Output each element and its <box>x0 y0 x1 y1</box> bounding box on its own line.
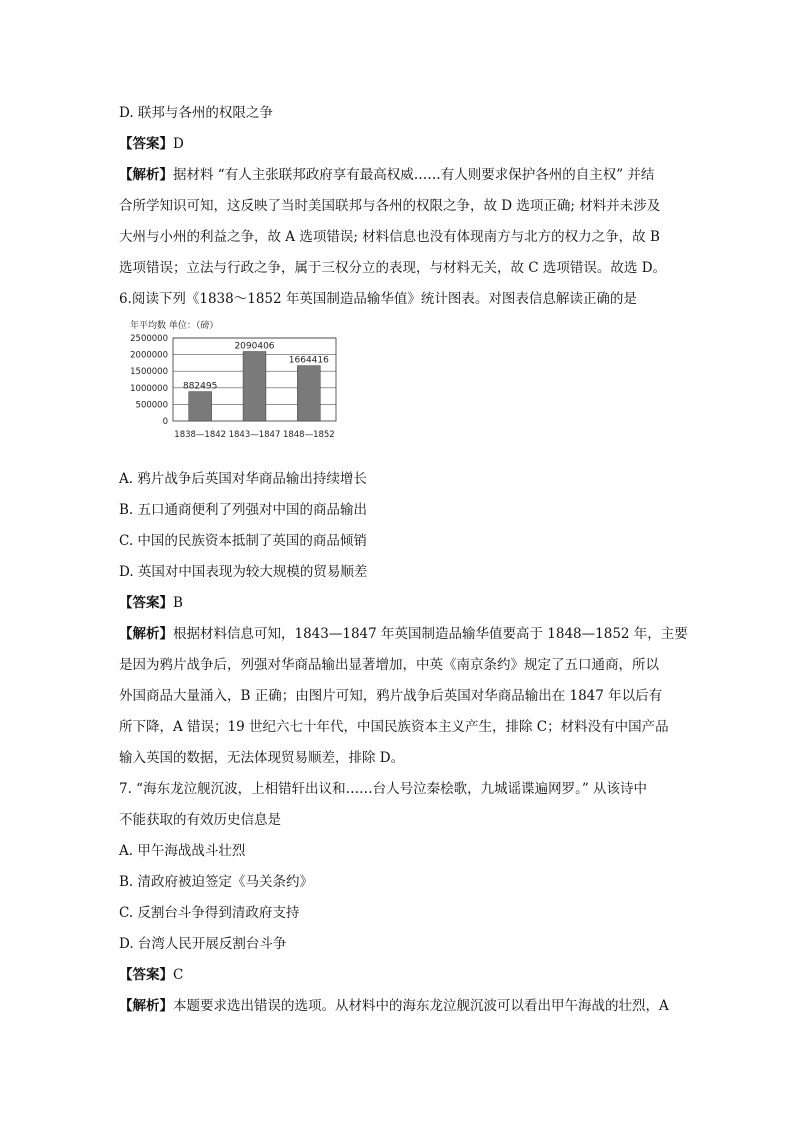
q7-option-c: C. 反割台斗争得到清政府支持 <box>119 905 300 921</box>
q6-option-d: D. 英国对中国表现为较大规模的贸易顺差 <box>119 564 368 580</box>
q6-analysis-line-5: 输入英国的数据，无法体现贸易顺差，排除 D。 <box>119 750 405 766</box>
q6-stem: 6.阅读下列《1838～1852 年英国制造品输华值》统计图表。对图表信息解读正确的是 <box>119 291 637 307</box>
answer-value: D <box>173 136 184 152</box>
q6-analysis-line-4: 所下降，A 错误；19 世纪六七十年代，中国民族资本主义产生，排除 C；材料没有中国产品 <box>119 719 669 735</box>
answer-label: 【答案】 <box>119 967 173 983</box>
q7-stem-line-2: 不能获取的有效历史信息是 <box>119 812 281 828</box>
answer-value: B <box>173 595 183 611</box>
analysis-label: 【解析】 <box>119 167 173 183</box>
answer-label: 【答案】 <box>119 595 173 611</box>
analysis-text: 本题要求选出错误的选项。从材料中的海东龙泣舰沉波可以看出甲午海战的壮烈，A <box>173 998 669 1014</box>
q7-option-d: D. 台湾人民开展反割台斗争 <box>119 936 287 952</box>
y-tick-label: 500000 <box>135 400 168 411</box>
data-label: 882495 <box>182 381 218 392</box>
analysis-text: 根据材料信息可知，1843—1847 年英国制造品输华值要高于 1848—1852 年，主要 <box>173 626 688 642</box>
x-tick-label: 1838—1842 <box>174 430 227 440</box>
q6-option-b: B. 五口通商便利了列强对中国的商品输出 <box>119 502 368 518</box>
q6-option-c: C. 中国的民族资本抵制了英国的商品倾销 <box>119 533 367 549</box>
chart-plot-area <box>130 334 336 440</box>
x-tick-label: 1848—1852 <box>282 430 335 440</box>
bar <box>189 392 212 421</box>
q6-analysis-line-2: 是因为鸦片战争后，列强对华商品输出显著增加，中英《南京条约》规定了五口通商，所以 <box>119 657 659 673</box>
analysis-label: 【解析】 <box>119 998 173 1014</box>
trade-bar-chart <box>118 318 348 446</box>
analysis-text: 据材料 “有人主张联邦政府享有最高权威……有人则要求保护各州的自主权” 并结 <box>173 167 655 183</box>
q5-answer <box>119 135 184 153</box>
q5-analysis-line-3: 大州与小州的利益之争，故 A 选项错误; 材料信息也没有体现南方与北方的权力之争，故 B <box>119 229 660 245</box>
q5-analysis-line-4: 选项错误；立法与行政之争，属于三权分立的表现，与材料无关，故 C 选项错误。故选 D。 <box>119 260 667 276</box>
q6-answer <box>119 594 183 612</box>
chart-title: 年平均数 单位：（磅） <box>130 321 219 331</box>
q6-analysis-line-1 <box>119 625 688 643</box>
y-tick-label: 0 <box>162 417 168 427</box>
q6-analysis-line-3: 外国商品大量涌入，B 正确；由图片可知，鸦片战争后英国对华商品输出在 1847 年以后有 <box>119 688 663 704</box>
answer-value: C <box>173 967 184 983</box>
analysis-label: 【解析】 <box>119 626 173 642</box>
bar <box>243 352 266 421</box>
data-label: 1664416 <box>288 355 329 366</box>
q7-stem-line-1: 7. “海东龙泣舰沉波，上相错轩出议和……台人号泣秦桧歌，九城谣谍遍网罗。” 从该诗中 <box>119 781 648 797</box>
q6-option-a: A. 鸦片战争后英国对华商品输出持续增长 <box>119 471 367 487</box>
q7-analysis-line-1 <box>119 997 669 1015</box>
x-tick-label: 1843—1847 <box>228 430 281 440</box>
data-label: 2090406 <box>234 341 275 352</box>
q5-analysis-line-1 <box>119 166 654 184</box>
q7-option-a: A. 甲午海战战斗壮烈 <box>119 843 246 859</box>
y-tick-label: 2000000 <box>130 350 168 361</box>
y-tick-label: 1500000 <box>130 367 168 378</box>
y-tick-label: 2500000 <box>130 334 168 344</box>
q7-option-b: B. 清政府被迫签定《马关条约》 <box>119 874 314 890</box>
q5-analysis-line-2: 合所学知识可知，这反映了当时美国联邦与各州的权限之争，故 D 选项正确; 材料并未涉及 <box>119 198 661 214</box>
bar <box>297 366 320 421</box>
q7-answer <box>119 966 183 984</box>
answer-label: 【答案】 <box>119 136 173 152</box>
q5-option-d: D. 联邦与各州的权限之争 <box>119 105 273 121</box>
y-tick-label: 1000000 <box>130 383 168 394</box>
